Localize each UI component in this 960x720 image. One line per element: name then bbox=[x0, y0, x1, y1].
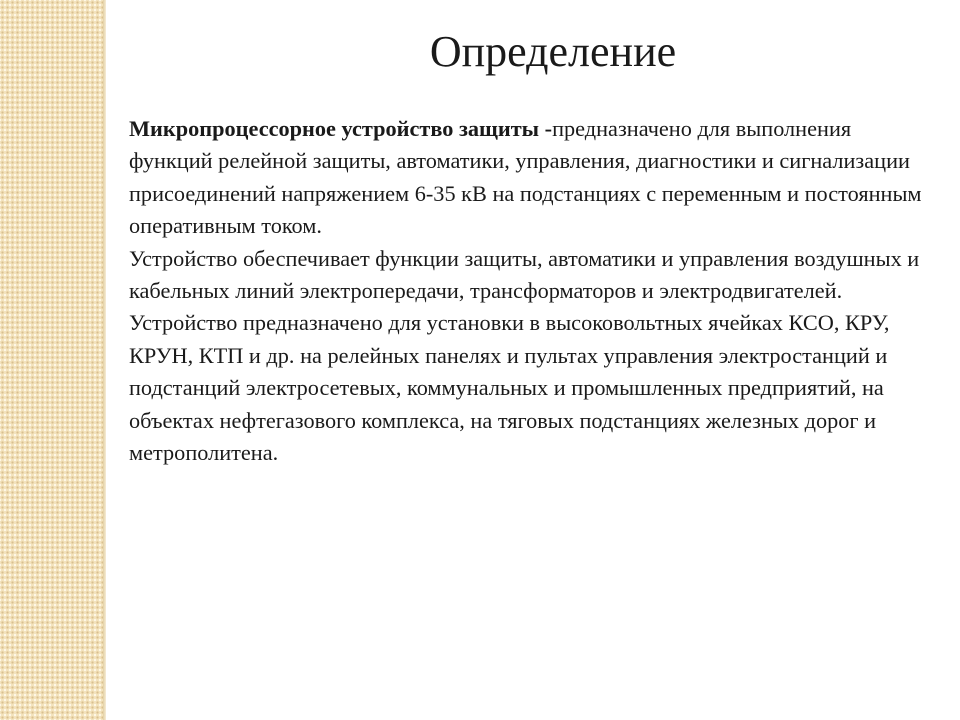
installation-paragraph: Устройство предназначено для установки в высоковольтных ячейках КСО, КРУ, КРУН, КТП и др. на релейных панелях и пультах управления электростанций и подстанций электросетевых, коммунальных и промышленных предприятий, на объектах нефтегазового комплекса, на тяговых подстанциях железных дорог и метрополитена. bbox=[129, 310, 890, 466]
side-stripe-edge bbox=[103, 0, 106, 720]
definition-text: предназначено для выполнения функций релейной защиты, автоматики, управления, диагностики и сигнализации присоединений напряжением 6-35 кВ на подстанциях с переменным и постоянным оперативным током. bbox=[129, 116, 922, 239]
functions-paragraph: Устройство обеспечивает функции защиты, автоматики и управления воздушных и кабельных линий электропередачи, трансформаторов и электродвигателей. bbox=[129, 245, 920, 304]
slide-body bbox=[129, 113, 929, 469]
defined-term: Микропроцессорное устройство защиты - bbox=[129, 116, 553, 141]
definition-paragraph bbox=[129, 113, 929, 243]
decorative-side-stripe bbox=[0, 0, 103, 720]
slide-title: Определение bbox=[429, 27, 677, 76]
